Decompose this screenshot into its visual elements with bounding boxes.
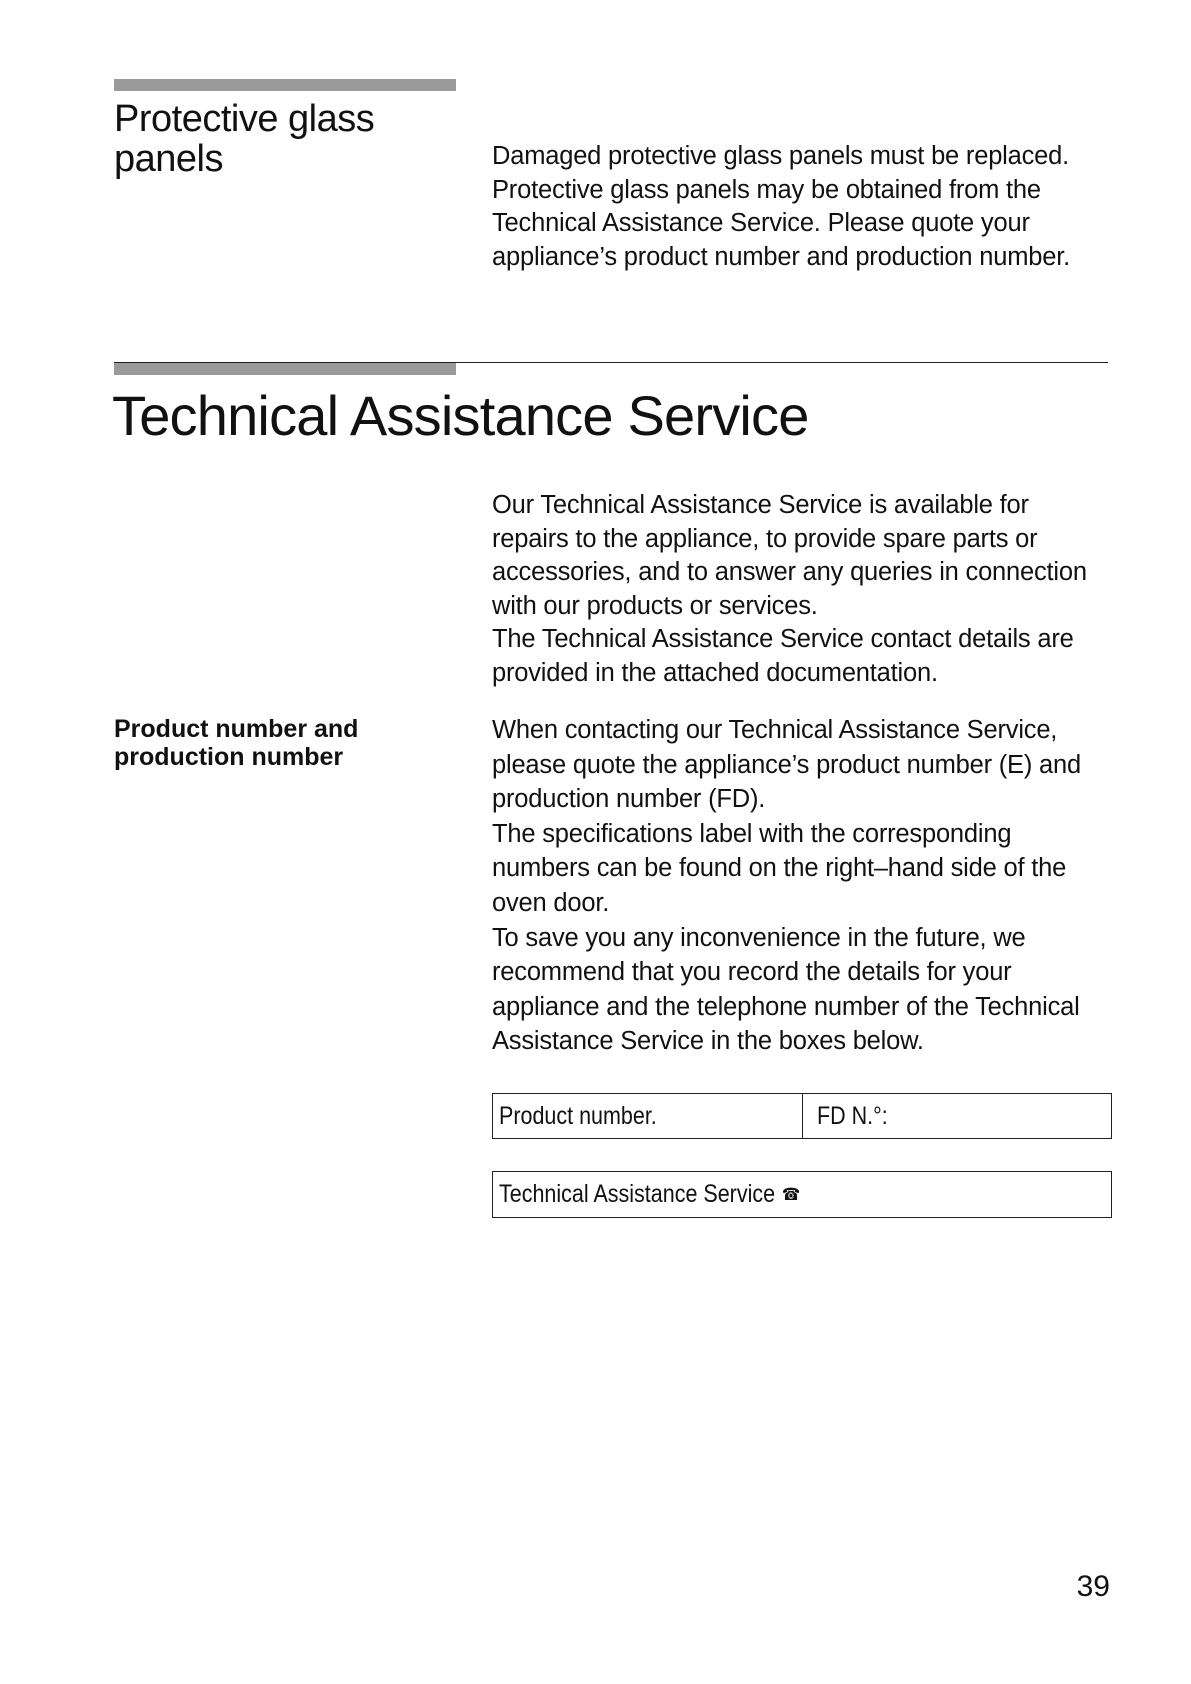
protective-glass-body xyxy=(492,140,1112,274)
technical-assistance-heading: Technical Assistance Service xyxy=(112,384,809,447)
service-phone-field xyxy=(493,1172,800,1217)
body-line: Protective glass panels may be obtained from the xyxy=(492,175,1041,204)
fd-number-label: FD N.°: xyxy=(817,1101,888,1130)
product-number-subheading xyxy=(114,715,444,771)
body-line: Our Technical Assistance Service is available for xyxy=(492,491,1029,519)
protective-glass-heading xyxy=(114,99,474,179)
body-line: provided in the attached documentation. xyxy=(492,658,938,687)
technical-assistance-intro xyxy=(492,489,1112,690)
body-line: Damaged protective glass panels must be replaced. xyxy=(492,142,1070,170)
telephone-icon: ☎ xyxy=(781,1184,801,1204)
body-line: accessories, and to answer any queries in connection xyxy=(492,558,1087,586)
subheading-line: production number xyxy=(114,743,344,771)
body-line: production number (FD). xyxy=(492,785,766,814)
body-line: Technical Assistance Service. Please quote your xyxy=(492,209,1030,237)
body-line: Assistance Service in the boxes below. xyxy=(492,1027,924,1056)
body-line: with our products or services. xyxy=(492,591,818,620)
body-line: please quote the appliance’s product number (E) and xyxy=(492,750,1081,779)
body-line: numbers can be found on the right–hand side of the xyxy=(492,854,1067,883)
service-phone-box[interactable] xyxy=(492,1171,1112,1218)
heading-line: Protective glass xyxy=(114,98,375,140)
body-line: The specifications label with the corresponding xyxy=(492,819,1012,848)
heading-line: panels xyxy=(114,138,223,180)
subheading-line: Product number and xyxy=(114,715,359,743)
body-line: repairs to the appliance, to provide spare parts or xyxy=(492,524,1038,553)
page-number: 39 xyxy=(1076,1570,1110,1603)
section-divider-bar xyxy=(114,363,456,375)
body-line: The Technical Assistance Service contact details are xyxy=(492,625,1074,653)
product-number-details xyxy=(492,713,1112,1059)
product-number-field[interactable] xyxy=(493,1094,803,1138)
body-line: appliance and the telephone number of the Technical xyxy=(492,992,1080,1021)
body-line: oven door. xyxy=(492,888,610,917)
fd-number-field[interactable] xyxy=(803,1094,1111,1138)
product-number-box xyxy=(492,1093,1112,1139)
body-line: recommend that you record the details for your xyxy=(492,958,1012,987)
body-line: When contacting our Technical Assistance Service, xyxy=(492,716,1058,744)
service-phone-label: Technical Assistance Service xyxy=(499,1180,776,1208)
product-number-label: Product number. xyxy=(499,1101,657,1130)
section-divider-bar xyxy=(114,79,456,91)
body-line: To save you any inconvenience in the future, we xyxy=(492,923,1026,952)
body-line: appliance’s product number and production number. xyxy=(492,242,1071,271)
